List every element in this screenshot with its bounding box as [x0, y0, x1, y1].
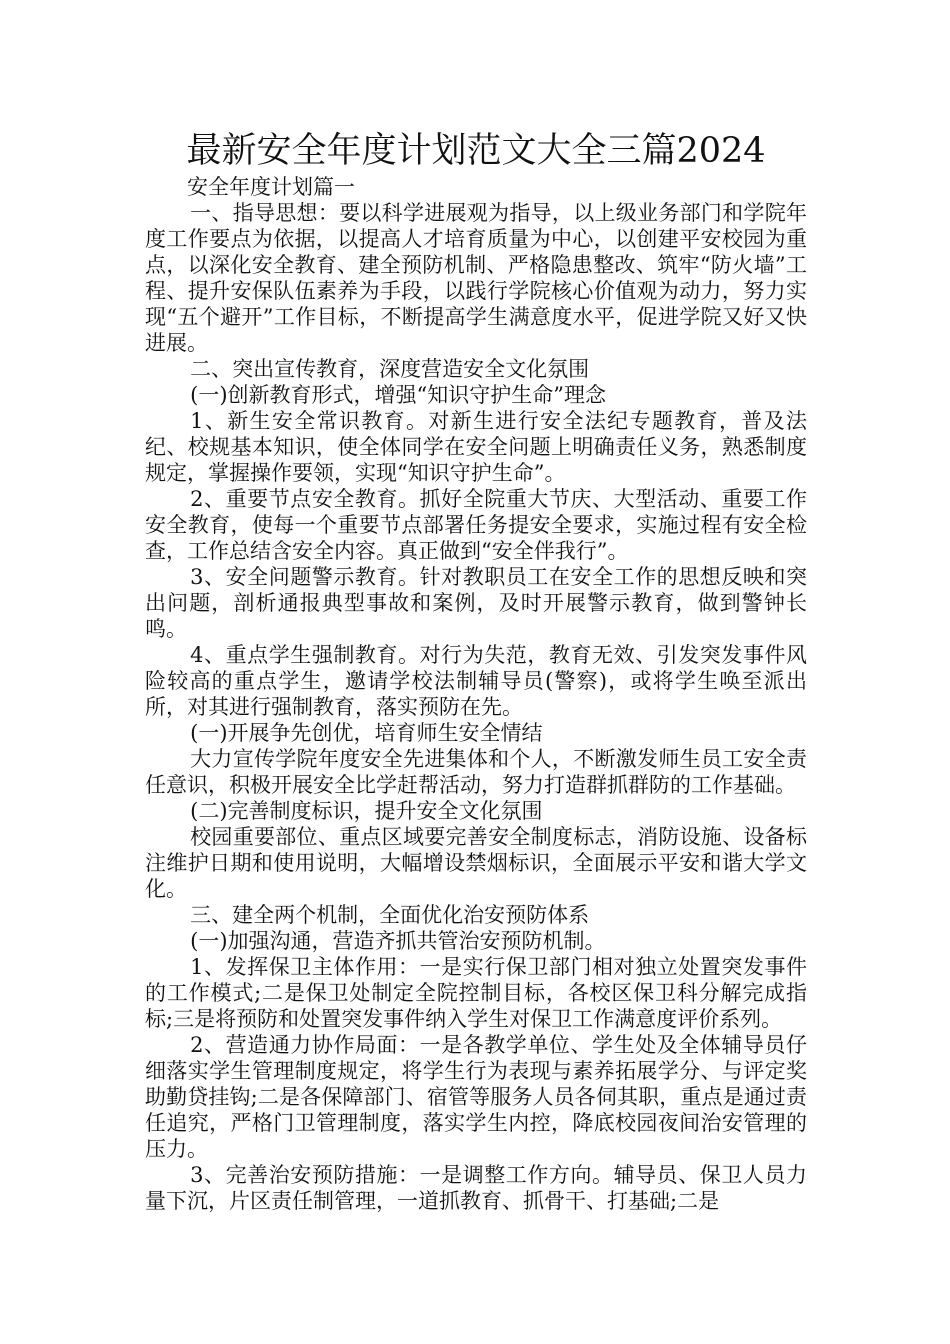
document-page: [145, 128, 807, 1214]
paragraph-signage: 校园重要部位、重点区域要完善安全制度标志，消防设施、设备标注维护日期和使用说明，大幅增设禁烟标识，全面展示平安和谐大学文化。: [145, 825, 807, 901]
paragraph-item-4: 4、重点学生强制教育。对行为失范，教育无效、引发突发事件风险较高的重点学生，邀请学校法制辅导员(警察)，或将学生唤至派出所，对其进行强制教育，落实预防在先。: [145, 643, 807, 719]
paragraph-guiding-ideology: 一、指导思想：要以科学进展观为指导，以上级业务部门和学院年度工作要点为依据，以提高人才培育质量为中心，以创建平安校园为重点，以深化安全教育、建全预防机制、严格隐患整改、筑牢“防火墙”工程、提升安保队伍素养为手段，以践行学院核心价值观为动力，努力实现“五个避开”工作目标，不断提高学生满意度水平，促进学院又好又快进展。: [145, 201, 807, 355]
subsection-heading-excellence: (一)开展争先创优，培育师生安全情结: [190, 721, 543, 745]
document-title: 最新安全年度计划范文大全三篇2024: [186, 131, 766, 171]
paragraph-item-3: 3、安全问题警示教育。针对教职员工在安全工作的思想反映和突出问题，剖析通报典型事故和案例，及时开展警示教育，做到警钟长鸣。: [145, 565, 807, 641]
section-heading-2: 二、突出宣传教育，深度营造安全文化氛围: [190, 357, 590, 381]
paragraph-prevention-measures: 3、完善治安预防措施：一是调整工作方向。辅导员、保卫人员力量下沉，片区责任制管理，一道抓教育、抓骨干、打基础;二是: [145, 1163, 807, 1213]
paragraph-item-2: 2、重要节点安全教育。抓好全院重大节庆、大型活动、重要工作安全教育，使每一个重要节点部署任务提安全要求，实施过程有安全检查，工作总结含安全内容。真正做到“安全伴我行”。: [145, 487, 807, 563]
section-heading-3: 三、建全两个机制，全面优化治安预防体系: [190, 903, 590, 927]
document-subtitle: 安全年度计划篇一: [187, 175, 355, 199]
subsection-heading-innovate: (一)创新教育形式，增强“知识守护生命”理念: [190, 383, 606, 407]
paragraph-excellence: 大力宣传学院年度安全先进集体和个人，不断激发师生员工安全责任意识，积极开展安全比学赶帮活动，努力打造群抓群防的工作基础。: [145, 747, 807, 797]
subsection-heading-communication: (一)加强沟通，营造齐抓共管治安预防机制。: [190, 929, 606, 953]
paragraph-cooperation: 2、营造通力协作局面：一是各教学单位、学生处及全体辅导员仔细落实学生管理制度规定，将学生行为表现与素养拓展学分、与评定奖助勤贷挂钩;二是各保障部门、宿管等服务人员各伺其职，重点是通过责任追究，严格门卫管理制度，落实学生内控，降底校园夜间治安管理的压力。: [145, 1033, 807, 1161]
paragraph-item-1: 1、新生安全常识教育。对新生进行安全法纪专题教育，普及法纪、校规基本知识，使全体同学在安全问题上明确责任义务，熟悉制度规定，掌握操作要领，实现“知识守护生命”。: [145, 409, 807, 485]
paragraph-security-role: 1、发挥保卫主体作用：一是实行保卫部门相对独立处置突发事件的工作模式;二是保卫处制定全院控制目标，各校区保卫科分解完成指标;三是将预防和处置突发事件纳入学生对保卫工作满意度评价系列。: [145, 955, 807, 1031]
subsection-heading-signage: (二)完善制度标识，提升安全文化氛围: [190, 799, 543, 823]
